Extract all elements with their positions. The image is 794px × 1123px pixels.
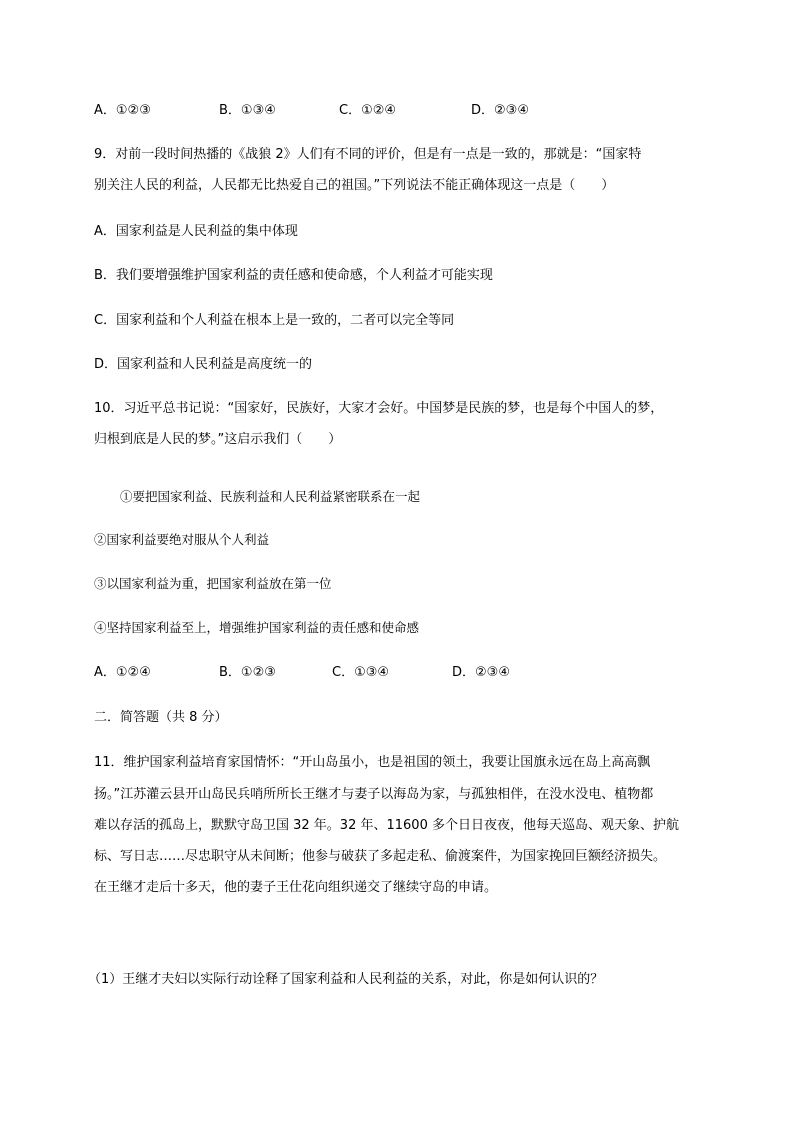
q11-sub-question-1: （1）王继才夫妇以实际行动诠释了国家利益和人民利益的关系，对此，你是如何认识的？: [88, 972, 604, 987]
q10-stem-line2: 归根到底是人民的梦。”这启示我们（ ）: [94, 432, 342, 447]
q10-option-a: A．①②④: [94, 665, 151, 680]
q11-line2: 扬。”江苏灌云县开山岛民兵哨所所长王继才与妻子以海岛为家，与孤独相伴，在没水没电、植物都: [94, 787, 654, 802]
section-heading: 二．简答题（共 8 分）: [94, 710, 228, 725]
q11-line3: 难以存活的孤岛上，默默守岛卫国 32 年。32 年、11600 多个日日夜夜，他每天巡岛、观天象、护航: [94, 818, 679, 833]
q11-line4: 标、写日志……尽忠职守从未间断；他参与破获了多起走私、偷渡案件，为国家挽回巨额经济损失。: [94, 849, 667, 864]
q10-option-d: D．②③④: [452, 665, 510, 680]
q10-statement-3: ③以国家利益为重，把国家利益放在第一位: [94, 576, 332, 591]
q9-option-d: D．国家利益和人民利益是高度统一的: [94, 357, 313, 372]
q8-option-b: B．①③④: [219, 103, 276, 118]
q9-option-c: C．国家利益和个人利益在根本上是一致的，二者可以完全等同: [94, 313, 455, 328]
q8-option-a: A．①②③: [94, 103, 151, 118]
q11-line1: 11．维护国家利益培育家国情怀：“开山岛虽小，也是祖国的领土，我要让国旗永远在岛上高高飘: [94, 755, 651, 770]
q9-option-a: A．国家利益是人民利益的集中体现: [94, 224, 298, 239]
q11-line5: 在王继才走后十多天，他的妻子王仕花向组织递交了继续守岛的申请。: [94, 880, 498, 895]
q9-stem-line2: 别关注人民的利益，人民都无比热爱自己的祖国。”下列说法不能正确体现这一点是（ ）: [94, 178, 615, 193]
q9-stem-line1: 9．对前一段时间热播的《战狼 2》人们有不同的评价，但是有一点是一致的，那就是：“国家特: [94, 147, 642, 162]
q8-option-d: D．②③④: [471, 103, 529, 118]
q10-option-c: C．①③④: [332, 665, 390, 680]
q10-statement-1: ①要把国家利益、民族利益和人民利益紧密联系在一起: [120, 489, 421, 504]
q10-statement-4: ④坚持国家利益至上，增强维护国家利益的责任感和使命感: [94, 620, 420, 635]
q10-option-b: B．①②③: [219, 665, 276, 680]
q8-option-c: C．①②④: [339, 103, 397, 118]
q9-option-b: B．我们要增强维护国家利益的责任感和使命感，个人利益才可能实现: [94, 268, 493, 283]
q10-statement-2: ②国家利益要绝对服从个人利益: [94, 532, 270, 547]
q10-stem-line1: 10．习近平总书记说：“国家好，民族好，大家才会好。中国梦是民族的梦，也是每个中国人的梦，: [94, 401, 664, 416]
